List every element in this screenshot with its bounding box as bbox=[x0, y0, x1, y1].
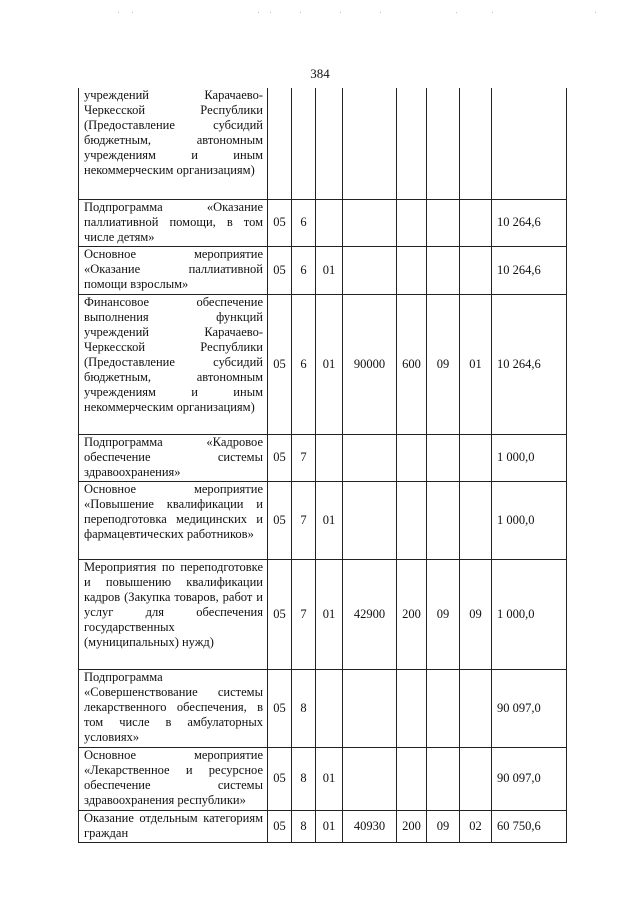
table-row bbox=[79, 559, 567, 669]
cell-amount: 1 000,0 bbox=[492, 481, 567, 559]
cell-code-5 bbox=[397, 669, 427, 747]
table-row bbox=[79, 246, 567, 294]
table-row bbox=[79, 481, 567, 559]
cell-code-2: 8 bbox=[292, 810, 316, 842]
cell-code-1: 05 bbox=[268, 559, 292, 669]
cell-code-5 bbox=[397, 434, 427, 481]
row-description: Основное мероприятие «Лекарственное и ресурсное обеспечение системы здравоохранения республики» bbox=[79, 747, 268, 810]
cell-amount: 60 750,6 bbox=[492, 810, 567, 842]
table-row bbox=[79, 810, 567, 842]
cell-code-3 bbox=[316, 199, 343, 246]
cell-code-4 bbox=[343, 481, 397, 559]
cell-code-7: 01 bbox=[460, 294, 492, 434]
row-description: учреждений Карачаево-Черкесской Республики (Предоставление субсидий бюджетным, автономным учреждениям и иным некоммерческим организациям) bbox=[79, 88, 268, 199]
row-description: Основное мероприятие «Повышение квалификации и переподготовка медицинских и фармацевтических работников» bbox=[79, 481, 268, 559]
cell-code-1: 05 bbox=[268, 481, 292, 559]
cell-code-3: 01 bbox=[316, 294, 343, 434]
cell-code-1: 05 bbox=[268, 747, 292, 810]
budget-table bbox=[78, 88, 567, 843]
table-row bbox=[79, 199, 567, 246]
cell-amount: 10 264,6 bbox=[492, 246, 567, 294]
cell-code-7 bbox=[460, 481, 492, 559]
cell-code-6 bbox=[427, 434, 460, 481]
cell-code-3 bbox=[316, 88, 343, 199]
cell-code-6 bbox=[427, 669, 460, 747]
cell-code-6 bbox=[427, 481, 460, 559]
cell-code-5: 600 bbox=[397, 294, 427, 434]
cell-code-3 bbox=[316, 434, 343, 481]
cell-code-4: 90000 bbox=[343, 294, 397, 434]
cell-code-7 bbox=[460, 199, 492, 246]
cell-code-1 bbox=[268, 88, 292, 199]
cell-code-2: 7 bbox=[292, 481, 316, 559]
table-row bbox=[79, 294, 567, 434]
row-description: Подпрограмма «Кадровое обеспечение системы здравоохранения» bbox=[79, 434, 268, 481]
cell-code-6 bbox=[427, 88, 460, 199]
cell-code-5 bbox=[397, 246, 427, 294]
row-description: Основное мероприятие «Оказание паллиативной помощи взрослым» bbox=[79, 246, 268, 294]
cell-code-4 bbox=[343, 434, 397, 481]
cell-code-1: 05 bbox=[268, 434, 292, 481]
cell-code-1: 05 bbox=[268, 294, 292, 434]
cell-code-7 bbox=[460, 88, 492, 199]
cell-code-5 bbox=[397, 88, 427, 199]
cell-code-6: 09 bbox=[427, 810, 460, 842]
cell-code-5 bbox=[397, 747, 427, 810]
cell-code-5: 200 bbox=[397, 810, 427, 842]
page-number: 384 bbox=[310, 66, 330, 81]
cell-code-4 bbox=[343, 669, 397, 747]
cell-amount: 1 000,0 bbox=[492, 434, 567, 481]
cell-code-4 bbox=[343, 199, 397, 246]
cell-code-2: 6 bbox=[292, 246, 316, 294]
table-row bbox=[79, 747, 567, 810]
cell-code-2: 8 bbox=[292, 669, 316, 747]
cell-code-1: 05 bbox=[268, 246, 292, 294]
cell-code-2 bbox=[292, 88, 316, 199]
cell-code-7: 09 bbox=[460, 559, 492, 669]
cell-code-2: 8 bbox=[292, 747, 316, 810]
table-row bbox=[79, 434, 567, 481]
cell-code-4: 40930 bbox=[343, 810, 397, 842]
row-description: Подпрограмма «Совершенствование системы лекарственного обеспечения, в том числе в амбулаторных условиях» bbox=[79, 669, 268, 747]
cell-amount: 90 097,0 bbox=[492, 747, 567, 810]
cell-code-2: 7 bbox=[292, 559, 316, 669]
cell-code-6 bbox=[427, 747, 460, 810]
cell-code-3: 01 bbox=[316, 559, 343, 669]
cell-code-2: 6 bbox=[292, 199, 316, 246]
cell-amount bbox=[492, 88, 567, 199]
cell-code-7 bbox=[460, 246, 492, 294]
row-description: Финансовое обеспечение выполнения функций учреждений Карачаево-Черкесской Республики (Предоставление субсидий бюджетным, автономным учреждениям и иным некоммерческим организациям) bbox=[79, 294, 268, 434]
table-row bbox=[79, 669, 567, 747]
cell-code-4: 42900 bbox=[343, 559, 397, 669]
cell-code-6: 09 bbox=[427, 559, 460, 669]
table-row bbox=[79, 88, 567, 199]
cell-code-7: 02 bbox=[460, 810, 492, 842]
row-description: Мероприятия по переподготовке и повышению квалификации кадров (Закупка товаров, работ и услуг для обеспечения государственных (муниципальных) нужд) bbox=[79, 559, 268, 669]
cell-amount: 90 097,0 bbox=[492, 669, 567, 747]
cell-code-2: 6 bbox=[292, 294, 316, 434]
cell-code-3 bbox=[316, 669, 343, 747]
row-description: Оказание отдельным категориям граждан bbox=[79, 810, 268, 842]
cell-code-3: 01 bbox=[316, 481, 343, 559]
cell-code-2: 7 bbox=[292, 434, 316, 481]
cell-code-3: 01 bbox=[316, 810, 343, 842]
row-description: Подпрограмма «Оказание паллиативной помощи, в том числе детям» bbox=[79, 199, 268, 246]
cell-code-6 bbox=[427, 199, 460, 246]
scan-artifact-dots bbox=[0, 12, 640, 14]
cell-amount: 10 264,6 bbox=[492, 294, 567, 434]
cell-code-7 bbox=[460, 669, 492, 747]
cell-code-4 bbox=[343, 747, 397, 810]
cell-amount: 1 000,0 bbox=[492, 559, 567, 669]
cell-code-4 bbox=[343, 246, 397, 294]
cell-code-7 bbox=[460, 747, 492, 810]
cell-code-1: 05 bbox=[268, 669, 292, 747]
cell-code-5 bbox=[397, 481, 427, 559]
cell-code-3: 01 bbox=[316, 246, 343, 294]
cell-code-1: 05 bbox=[268, 199, 292, 246]
cell-code-5: 200 bbox=[397, 559, 427, 669]
cell-amount: 10 264,6 bbox=[492, 199, 567, 246]
cell-code-7 bbox=[460, 434, 492, 481]
cell-code-1: 05 bbox=[268, 810, 292, 842]
cell-code-6: 09 bbox=[427, 294, 460, 434]
cell-code-3: 01 bbox=[316, 747, 343, 810]
cell-code-4 bbox=[343, 88, 397, 199]
cell-code-6 bbox=[427, 246, 460, 294]
cell-code-5 bbox=[397, 199, 427, 246]
